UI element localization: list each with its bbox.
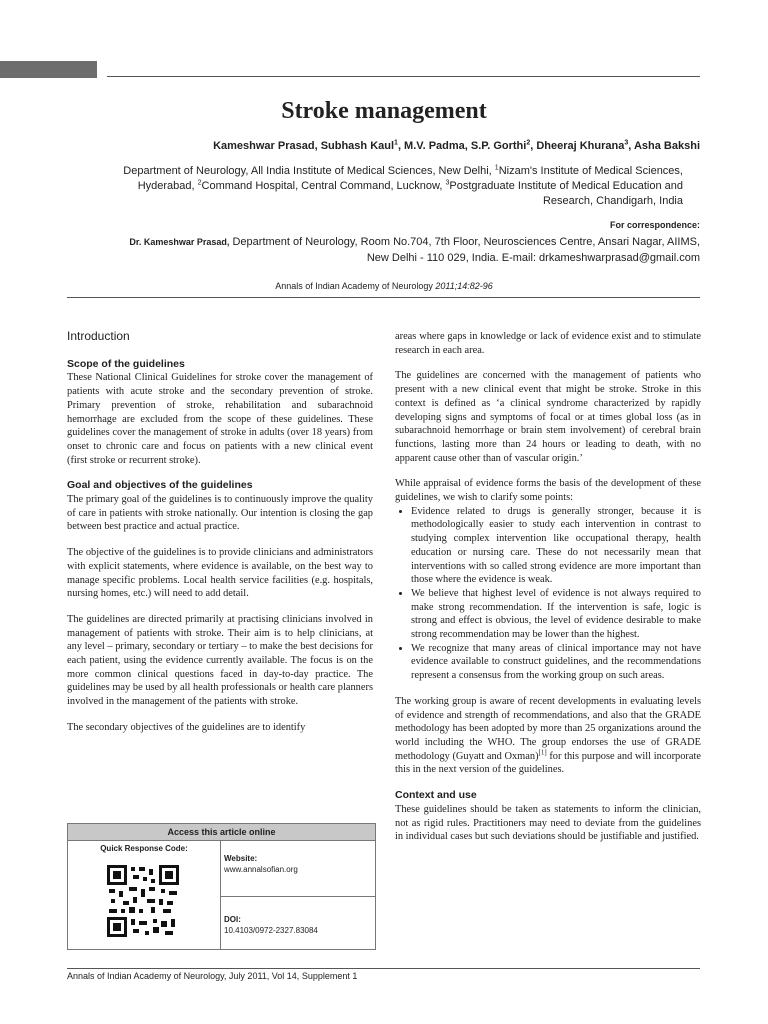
correspondence-text (68, 234, 700, 266)
affil-mark: 1 (494, 164, 499, 172)
reference-link[interactable]: [1] (538, 748, 547, 757)
affil-text: Department of Neurology, All India Institute of Medical Sciences, New Delhi, (123, 165, 495, 177)
qr-label: Quick Response Code: (100, 844, 188, 853)
correspondence-name: Dr. Kameshwar Prasad, (129, 237, 230, 247)
paragraph (395, 695, 701, 777)
doi-label: DOI: (224, 915, 241, 924)
website-link[interactable]: www.annalsofian.org (224, 865, 298, 874)
author-names: , M.V. Padma, S.P. Gorthi (397, 140, 527, 152)
page-footer: Annals of Indian Academy of Neurology, July 2011, Vol 14, Supplement 1 (67, 971, 358, 981)
affil-mark: 3 (624, 139, 629, 147)
footer-rule (67, 968, 700, 969)
author-names: Kameshwar Prasad, Subhash Kaul (213, 140, 395, 152)
paragraph: These National Clinical Guidelines for stroke cover the management of patients with acute stroke and the secondary prevention of stroke. Primary prevention of stroke, rehabilitation and subarachnoid hemorrhage are excluded from the scope of these guidelines. These guidelines cover the management of stroke in adults (over 18 years) from onset to chronic care and focus on patients with a new clinical event (first stroke or recurrent stroke). (67, 372, 373, 466)
affil-text: Hyderabad, (137, 180, 198, 192)
paragraph: These guidelines should be taken as statements to inform the clinician, not as rigid rules. Practitioners may need to deviate from the guidelines in individual cases but such deviations should be justifiable and justified. (395, 803, 701, 843)
access-box-header: Access this article online (68, 824, 375, 841)
paragraph: The guidelines are concerned with the management of patients who present with a new clinical event that might be stroke. Stroke in this context is defined as ‘a clinical syndrome characterized by rapidly developing signs and symptoms of focal or at times global loss (as in subarachnoid hemorrhage or brain stem involvement) of cerebral brain functions, lasting more than 24 hours or leading to death, with no apparent cause other than of vascular origin.’ (395, 370, 701, 464)
author-names: , Dheeraj Khurana (530, 140, 625, 152)
paragraph: The guidelines are directed primarily at practising clinicians involved in management of patients with stroke. Their aim is to help clinicians, at any level – primary, secondary or tertiary – to make the best decisions for each patient, using the evidence currently available. The focus is on the more common clinical questions faced in day-to-day practice. The guidelines may be used by all health professionals or health care planners involved in the management of the patients with stroke. (67, 613, 373, 708)
affiliations (68, 164, 683, 209)
access-info-cell (221, 841, 375, 949)
paragraph-text: for this purpose and will incorporate this in the next version of the guidelines. (395, 750, 702, 776)
list-item: • Evidence related to drugs is generally stronger, because it is methodologically easier to study each intervention in contrast to studying complex intervention like occupational therapy, health education or nursing care. These do not necessarily mean that interventions with so called strong evidence are more important than those where the evidence is weak. (411, 505, 701, 587)
header-tab-bar (0, 61, 97, 78)
affil-mark: 1 (394, 139, 398, 147)
qr-cell (68, 841, 221, 949)
list-item: • We recognize that many areas of clinical importance may not have evidence available to construct guidelines, and the recommendations represent a consensus from the working group on such areas. (411, 642, 701, 683)
paragraph: While appraisal of evidence forms the basis of the development of these guidelines, we wish to clarify some points: (395, 478, 701, 504)
left-column (67, 330, 373, 747)
right-column (395, 330, 701, 856)
subsection-heading: Scope of the guidelines (67, 357, 185, 370)
paragraph: areas where gaps in knowledge or lack of evidence exist and to stimulate research in each area. (395, 331, 701, 356)
paragraph: The secondary objectives of the guidelines are to identify (67, 721, 306, 733)
access-article-box (67, 823, 376, 950)
article-title: Stroke management (281, 98, 487, 124)
section-heading: Introduction (67, 329, 130, 343)
qr-code[interactable] (107, 865, 179, 937)
correspondence-label: For correspondence: (609, 220, 700, 230)
affil-mark: 2 (526, 139, 531, 147)
affil-text: Postgraduate Institute of Medical Education and (449, 180, 683, 192)
affil-mark: 2 (197, 179, 202, 187)
top-rule (107, 76, 700, 77)
author-names: , Asha Bakshi (628, 140, 700, 152)
paragraph: The objective of the guidelines is to provide clinicians and administrators with explicit statements, where evidence is available, on the best way to manage specific problems. Local health service facilities (e.g. hospitals, nursing homes, etc.) will need to add detail. (67, 547, 373, 600)
author-list (68, 140, 700, 152)
doi-cell (221, 897, 375, 936)
affil-mark: 3 (445, 179, 450, 187)
bullet-list (395, 505, 701, 683)
correspondence-line: Department of Neurology, Room No.704, 7th Floor, Neurosciences Centre, Ansari Nagar, AIIMS, (229, 236, 700, 248)
paragraph: The primary goal of the guidelines is to continuously improve the quality of care in patients with stroke nationally. Our intention is closing the gap between best practice and actual practice. (67, 494, 373, 533)
header-divider (67, 297, 700, 298)
citation-line (0, 281, 768, 291)
affil-text: Nizam's Institute of Medical Sciences, (498, 165, 683, 177)
affil-text: Command Hospital, Central Command, Lucknow, (201, 180, 446, 192)
affil-text: Research, Chandigarh, India (542, 195, 683, 207)
correspondence-line: New Delhi - 110 029, India. E-mail: drkameshwarprasad@gmail.com (366, 252, 700, 264)
website-label: Website: (224, 854, 258, 863)
website-cell (221, 841, 375, 897)
paragraph-text: The working group is aware of recent developments in evaluating levels of evidence and strength of recommendations, and also that the GRADE methodology has been adopted by more than 25 organizations around the world including the WHO. The group endorses the use of GRADE methodology (Guyatt and Oxman) (395, 695, 701, 762)
doi-link[interactable]: 10.4103/0972-2327.83084 (224, 926, 318, 935)
citation-journal: Annals of Indian Academy of Neurology (275, 281, 436, 291)
list-item: • We believe that highest level of evidence is not always required to make strong recommendation. If the intervention is safe, logic is strong and effect is obvious, the level of evidence desirable to make strong recommendation may be lower than the highest. (411, 587, 701, 642)
citation-volume: 2011;14:82-96 (435, 281, 493, 291)
subsection-heading: Goal and objectives of the guidelines (67, 479, 253, 492)
subsection-heading: Context and use (395, 789, 477, 802)
